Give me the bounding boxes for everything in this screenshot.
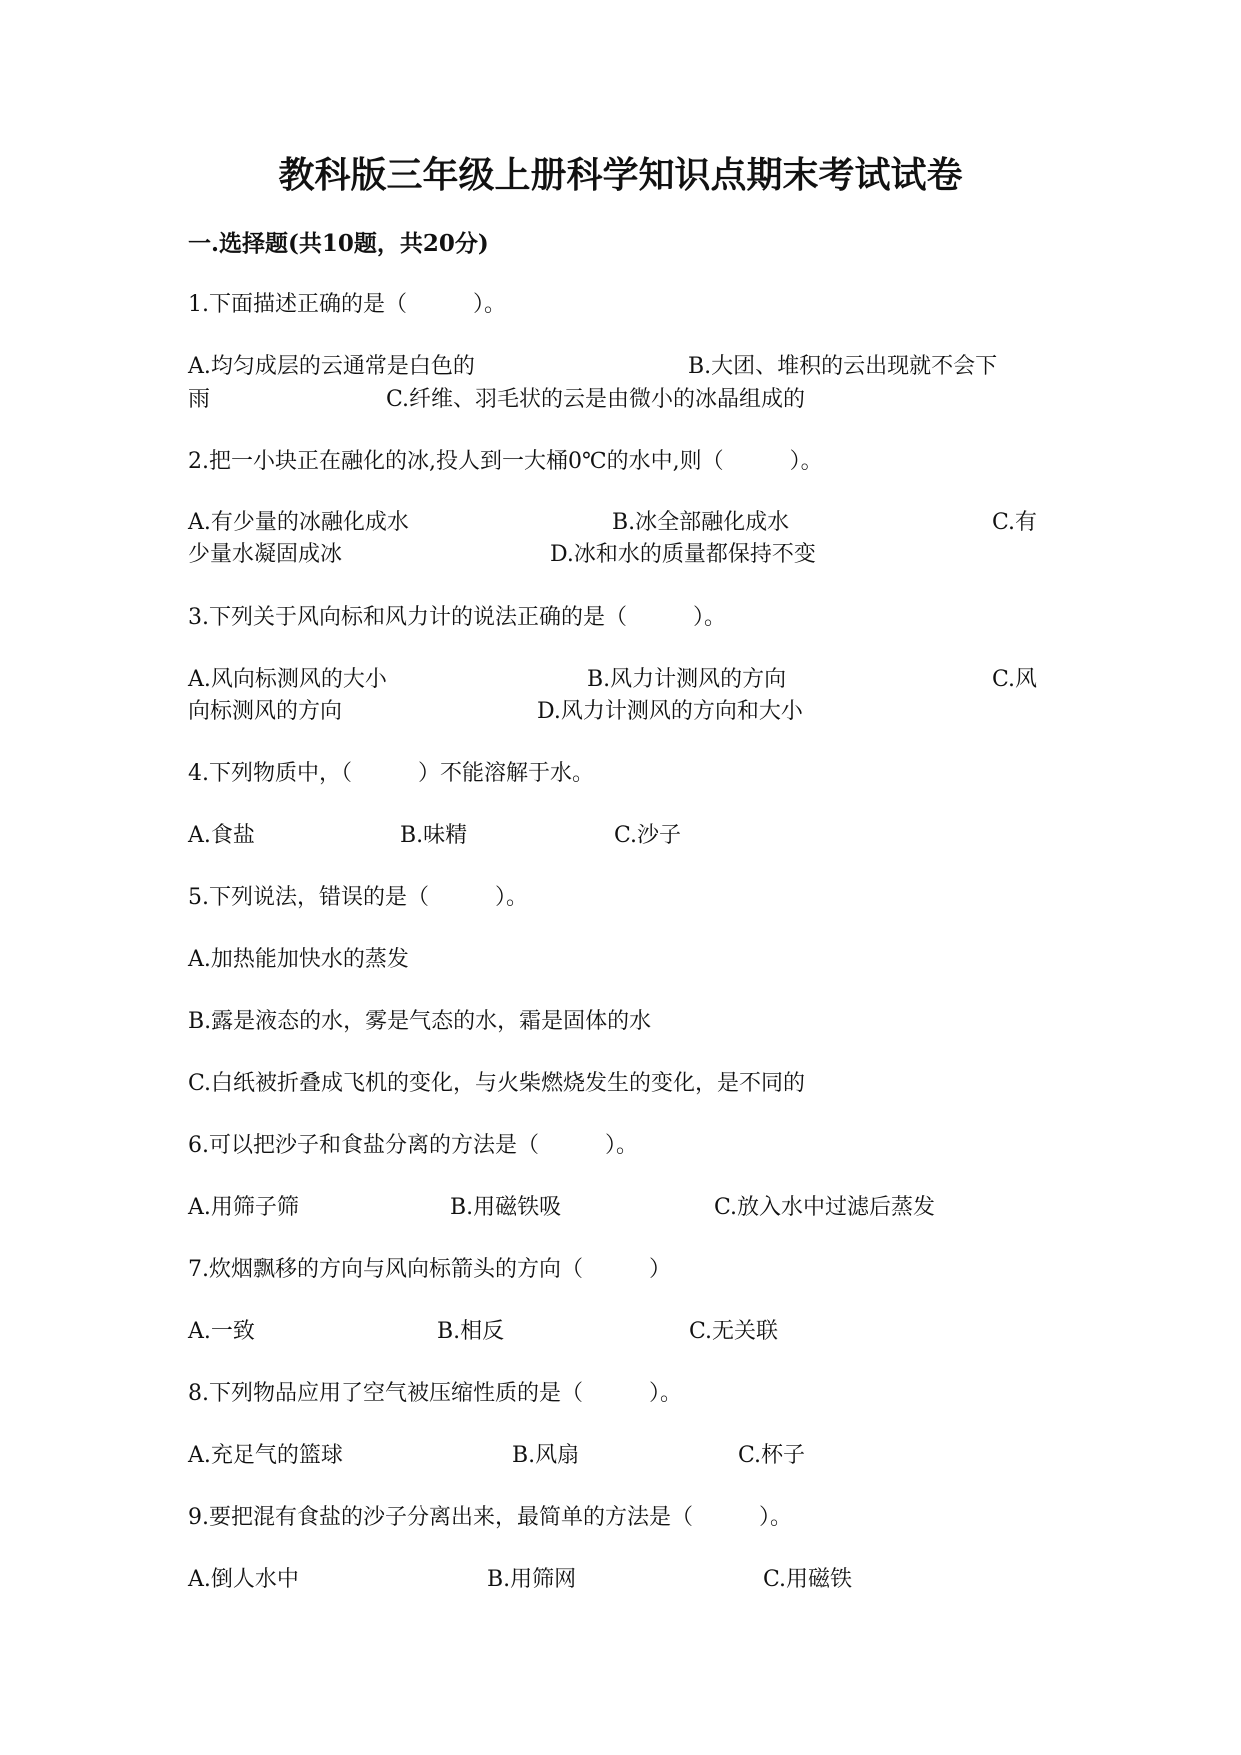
question-8-option-b: B.风扇 [512, 1443, 580, 1468]
question-7-option-a: A.一致 [188, 1319, 255, 1344]
question-8-option-a: A.充足气的篮球 [188, 1443, 343, 1468]
question-7-stem: 7.炊烟飘移的方向与风向标箭头的方向（ ） [188, 1257, 671, 1282]
question-2-stem: 2.把一小块正在融化的冰,投人到一大桶0℃的水中,则（ ）。 [188, 449, 823, 474]
question-1-option-b: B.大团、堆积的云出现就不会下 [688, 354, 998, 379]
question-7-option-b: B.相反 [437, 1319, 505, 1344]
question-6-option-b: B.用磁铁吸 [450, 1195, 562, 1220]
question-2-option-c-wrap: 少量水凝固成冰 [188, 542, 343, 567]
question-9-option-b: B.用筛网 [487, 1567, 577, 1592]
question-4-stem: 4.下列物质中，（ ）不能溶解于水。 [188, 761, 594, 786]
question-2-option-c: C.有 [992, 510, 1038, 535]
question-9-stem: 9.要把混有食盐的沙子分离出来，最简单的方法是（ ）。 [188, 1505, 792, 1530]
question-1-option-b-wrap: 雨 [188, 387, 211, 412]
question-6-option-a: A.用筛子筛 [188, 1195, 299, 1220]
question-1-option-a: A.均匀成层的云通常是白色的 [188, 354, 475, 379]
question-2-option-b: B.冰全部融化成水 [612, 510, 790, 535]
question-5-option-c: C.白纸被折叠成飞机的变化，与火柴燃烧发生的变化，是不同的 [188, 1071, 806, 1096]
question-1-option-c: C.纤维、羽毛状的云是由微小的冰晶组成的 [386, 387, 806, 412]
question-3-option-c-wrap: 向标测风的方向 [188, 699, 343, 724]
question-6-option-c: C.放入水中过滤后蒸发 [714, 1195, 936, 1220]
question-2-option-a: A.有少量的冰融化成水 [188, 510, 409, 535]
question-3-option-d: D.风力计测风的方向和大小 [537, 699, 803, 724]
question-3-option-b: B.风力计测风的方向 [587, 667, 787, 692]
section-heading: 一.选择题(共10题，共20分) [188, 230, 489, 257]
question-6-stem: 6.可以把沙子和食盐分离的方法是（ ）。 [188, 1133, 638, 1158]
question-3-option-a: A.风向标测风的大小 [188, 667, 387, 692]
question-8-option-c: C.杯子 [738, 1443, 806, 1468]
question-5-option-a: A.加热能加快水的蒸发 [188, 947, 409, 972]
question-9-option-c: C.用磁铁 [763, 1567, 853, 1592]
question-3-stem: 3.下列关于风向标和风力计的说法正确的是（ ）。 [188, 605, 726, 630]
document-title: 教科版三年级上册科学知识点期末考试试卷 [278, 154, 963, 196]
question-2-option-d: D.冰和水的质量都保持不变 [550, 542, 816, 567]
question-4-option-a: A.食盐 [188, 823, 255, 848]
question-1-stem: 1.下面描述正确的是（ ）。 [188, 292, 506, 317]
question-8-stem: 8.下列物品应用了空气被压缩性质的是（ ）。 [188, 1381, 682, 1406]
question-4-option-b: B.味精 [400, 823, 468, 848]
question-4-option-c: C.沙子 [614, 823, 682, 848]
question-9-option-a: A.倒人水中 [188, 1567, 299, 1592]
question-7-option-c: C.无关联 [689, 1319, 779, 1344]
question-5-stem: 5.下列说法，错误的是（ ）。 [188, 885, 528, 910]
question-3-option-c: C.风 [992, 667, 1038, 692]
question-5-option-b: B.露是液态的水，雾是气态的水，霜是固体的水 [188, 1009, 652, 1034]
